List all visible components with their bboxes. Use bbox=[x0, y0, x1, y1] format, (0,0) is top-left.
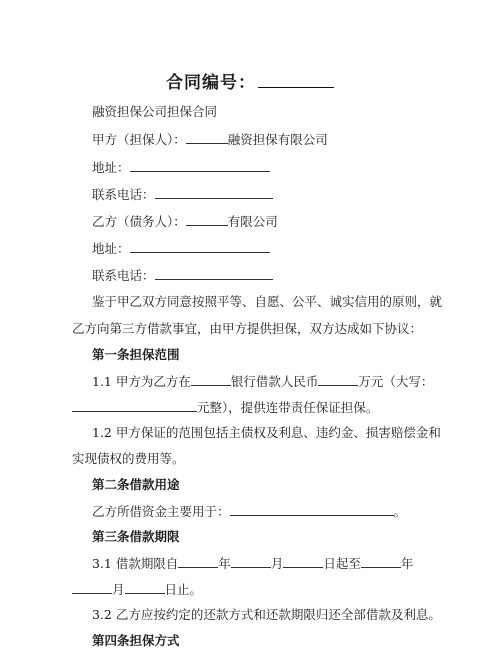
phone-blank-1[interactable] bbox=[155, 186, 273, 199]
bank-blank[interactable] bbox=[191, 373, 231, 386]
clause-3-1-line-2 bbox=[72, 581, 202, 598]
amount-blank[interactable] bbox=[318, 373, 358, 386]
clause-1-1-text-a: 1.1 甲方为乙方在 bbox=[92, 374, 191, 389]
contract-title bbox=[0, 68, 500, 93]
clause-1-1-text-d: 元整），提供连带责任保证担保。 bbox=[197, 400, 379, 415]
contract-subtitle: 融资担保公司担保合同 bbox=[92, 104, 218, 119]
clause-3-1-text-a: 3.1 借款期限自 bbox=[92, 556, 179, 571]
address-label-2: 地址： bbox=[92, 241, 130, 256]
title-text: 合同编号： bbox=[166, 73, 256, 93]
start-month-blank[interactable] bbox=[231, 555, 271, 568]
day-end-label: 日止。 bbox=[164, 582, 203, 597]
year-label-2: 年 bbox=[400, 556, 414, 571]
amount-capital-blank[interactable] bbox=[72, 399, 197, 412]
clause-1-1-line-1 bbox=[92, 373, 433, 390]
clause-1-2-line-2: 实现债权的费用等。 bbox=[72, 451, 185, 466]
party-a-name-blank[interactable] bbox=[186, 131, 228, 144]
party-a-label: 甲方（担保人）： bbox=[92, 132, 186, 147]
start-year-blank[interactable] bbox=[178, 555, 218, 568]
party-b-label: 乙方（债务人）： bbox=[92, 214, 186, 229]
phone-line-2 bbox=[92, 267, 273, 284]
party-b-name-blank[interactable] bbox=[186, 213, 228, 226]
clause-3-2: 3.2 乙方应按约定的还款方式和还款期限归还全部借款及利息。 bbox=[92, 607, 441, 622]
clause-1-1-text-b: 银行借款人民币 bbox=[230, 374, 319, 389]
clause-1-2-line-1: 1.2 甲方保证的范围包括主债权及利息、违约金、损害赔偿金和 bbox=[92, 425, 441, 440]
address-label-1: 地址： bbox=[92, 160, 130, 175]
party-a-line bbox=[92, 131, 328, 148]
year-label-1: 年 bbox=[218, 556, 231, 571]
party-b-line bbox=[92, 213, 278, 230]
article-2-heading: 第二条借款用途 bbox=[92, 477, 180, 492]
end-year-blank[interactable] bbox=[361, 555, 401, 568]
address-line-1 bbox=[92, 159, 270, 176]
purpose-line bbox=[92, 503, 406, 520]
phone-line-1 bbox=[92, 186, 273, 203]
month-label-2: 月 bbox=[112, 582, 125, 597]
purpose-blank[interactable] bbox=[230, 503, 394, 516]
party-a-suffix: 融资担保有限公司 bbox=[227, 132, 328, 147]
address-line-2 bbox=[92, 240, 270, 257]
start-day-blank[interactable] bbox=[283, 555, 323, 568]
end-day-blank[interactable] bbox=[125, 581, 165, 594]
preamble-line-2: 乙方向第三方借款事宜，由甲方提供担保，双方达成如下协议： bbox=[72, 321, 423, 336]
address-blank-2[interactable] bbox=[130, 240, 270, 253]
clause-1-1-text-c: 万元（大写： bbox=[358, 374, 434, 389]
purpose-end: 。 bbox=[393, 504, 407, 519]
article-3-heading: 第三条借款期限 bbox=[92, 529, 180, 544]
preamble-line-1: 鉴于甲乙双方同意按照平等、自愿、公平、诚实信用的原则，就 bbox=[92, 294, 443, 309]
party-b-suffix: 有限公司 bbox=[227, 214, 278, 229]
month-label-1: 月 bbox=[270, 556, 284, 571]
article-4-heading: 第四条担保方式 bbox=[92, 633, 180, 648]
article-1-heading: 第一条担保范围 bbox=[92, 347, 180, 362]
clause-1-1-line-2 bbox=[72, 399, 378, 416]
clause-3-1-line-1 bbox=[92, 555, 413, 572]
purpose-label: 乙方所借资金主要用于： bbox=[92, 504, 230, 519]
day-from-label: 日起至 bbox=[323, 556, 361, 571]
contract-number-blank[interactable] bbox=[258, 73, 334, 88]
phone-label-2: 联系电话： bbox=[92, 268, 155, 283]
phone-blank-2[interactable] bbox=[155, 267, 273, 280]
phone-label-1: 联系电话： bbox=[92, 187, 155, 202]
address-blank-1[interactable] bbox=[130, 159, 270, 172]
end-month-blank[interactable] bbox=[72, 581, 112, 594]
